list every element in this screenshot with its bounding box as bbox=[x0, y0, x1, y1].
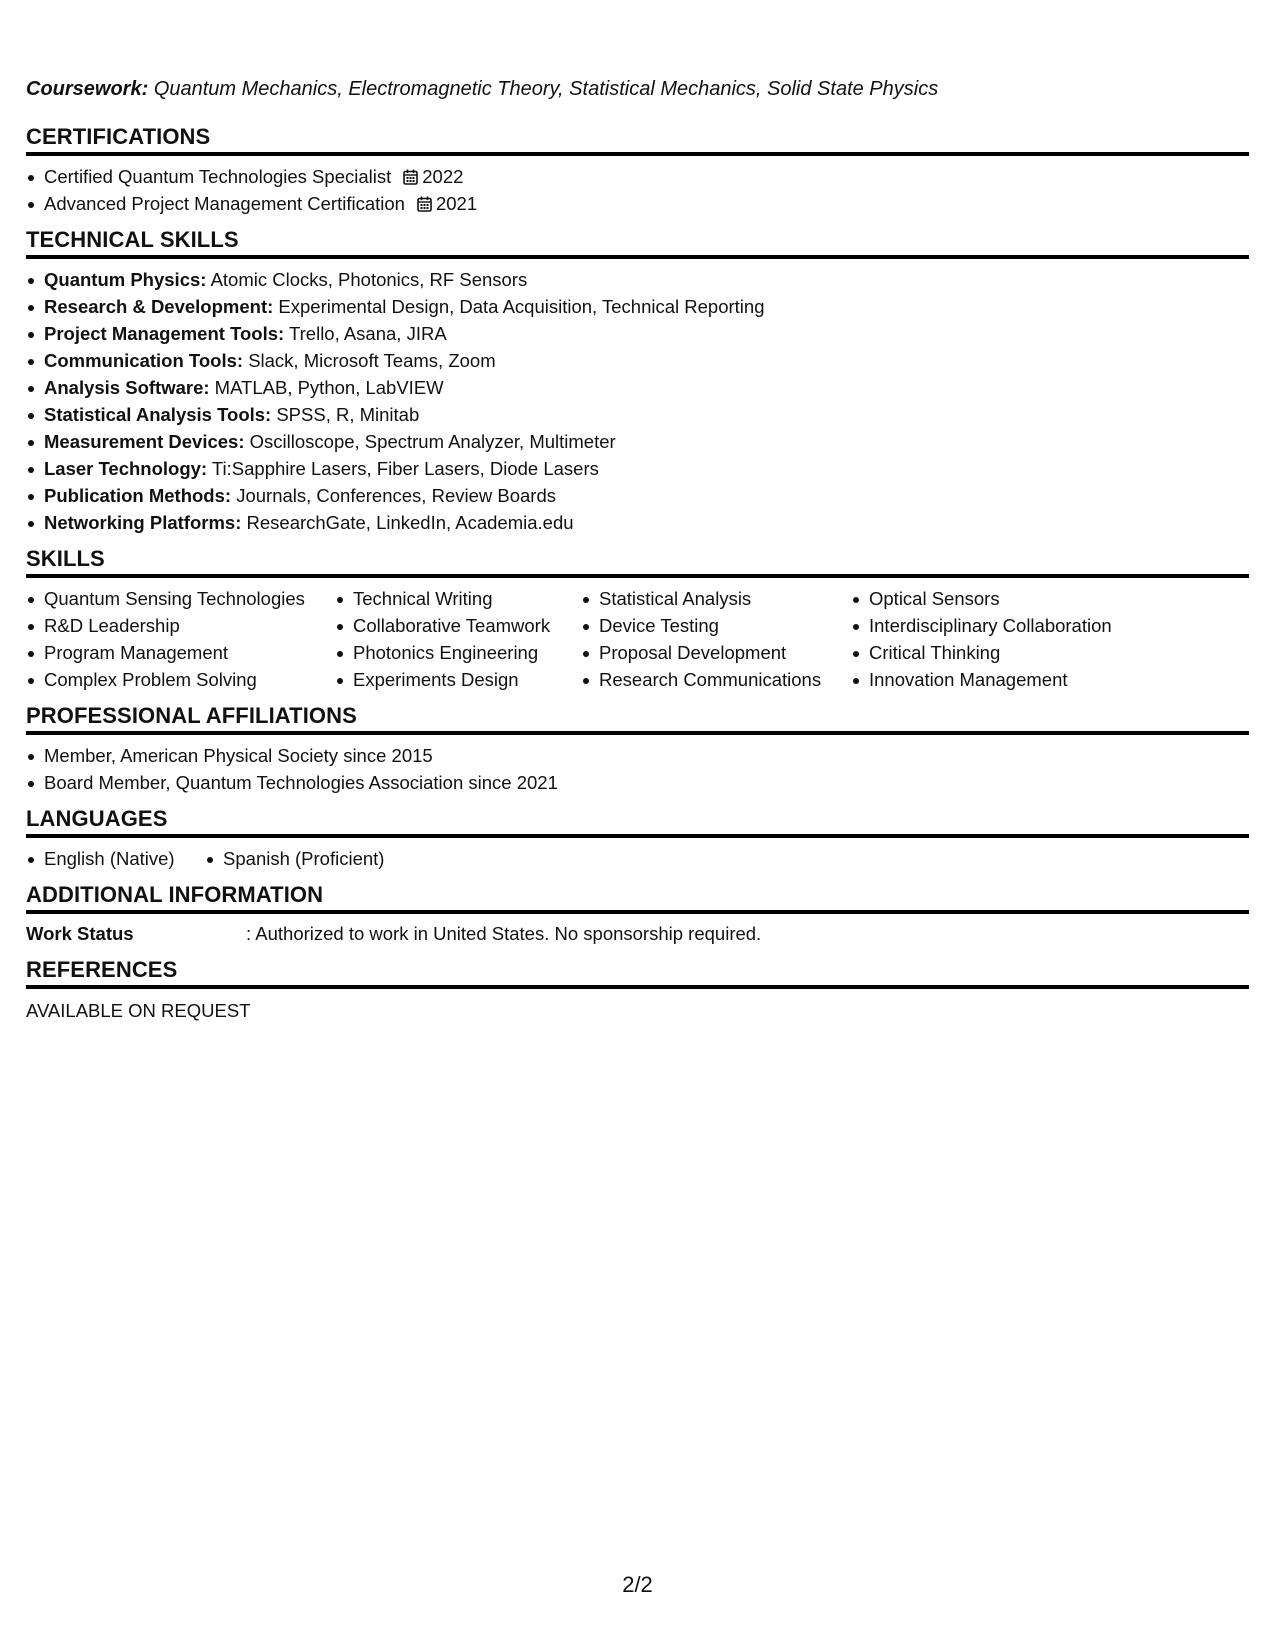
skill-category: Statistical Analysis Tools: bbox=[44, 404, 272, 425]
list-item: Device Testing bbox=[581, 612, 851, 639]
list-item: English (Native) bbox=[26, 845, 175, 872]
list-item: Spanish (Proficient) bbox=[205, 845, 384, 872]
list-item bbox=[26, 509, 1249, 536]
list-item: Critical Thinking bbox=[851, 639, 1211, 666]
certifications-list bbox=[26, 163, 1249, 217]
skill-values: SPSS, R, Minitab bbox=[276, 404, 420, 425]
skills-column-4 bbox=[851, 585, 1211, 693]
section-title-references: REFERENCES bbox=[26, 957, 1249, 989]
section-title-languages: LANGUAGES bbox=[26, 806, 1249, 838]
certification-year: 2022 bbox=[422, 166, 464, 187]
references-text: AVAILABLE ON REQUEST bbox=[26, 1000, 251, 1021]
section-title-skills: SKILLS bbox=[26, 546, 1249, 578]
list-item bbox=[26, 455, 1249, 482]
skill-values: ResearchGate, LinkedIn, Academia.edu bbox=[246, 512, 574, 533]
list-item: Board Member, Quantum Technologies Association since 2021 bbox=[26, 769, 1249, 796]
skill-values: Slack, Microsoft Teams, Zoom bbox=[248, 350, 496, 371]
coursework-text: Quantum Mechanics, Electromagnetic Theory, Statistical Mechanics, Solid State Physics bbox=[153, 78, 939, 100]
list-item: Optical Sensors bbox=[851, 585, 1211, 612]
skill-category: Research & Development: bbox=[44, 296, 274, 317]
list-item: Technical Writing bbox=[335, 585, 581, 612]
list-item: Collaborative Teamwork bbox=[335, 612, 581, 639]
list-item bbox=[26, 482, 1249, 509]
skill-values: Oscilloscope, Spectrum Analyzer, Multimeter bbox=[249, 431, 616, 452]
section-title-affiliations: PROFESSIONAL AFFILIATIONS bbox=[26, 703, 1249, 735]
skills-section bbox=[26, 546, 1249, 693]
list-item bbox=[26, 190, 1249, 217]
certification-name: Advanced Project Management Certification bbox=[44, 193, 405, 214]
languages-row bbox=[26, 845, 410, 872]
list-item: Quantum Sensing Technologies bbox=[26, 585, 335, 612]
skill-values: Journals, Conferences, Review Boards bbox=[236, 485, 556, 506]
list-item bbox=[26, 320, 1249, 347]
work-status-row bbox=[26, 920, 1249, 947]
resume-page bbox=[26, 76, 1249, 1034]
list-item bbox=[26, 266, 1249, 293]
list-item: Experiments Design bbox=[335, 666, 581, 693]
skill-category: Quantum Physics: bbox=[44, 269, 207, 290]
skill-category: Project Management Tools: bbox=[44, 323, 285, 344]
list-item: Research Communications bbox=[581, 666, 851, 693]
section-title-technical-skills: TECHNICAL SKILLS bbox=[26, 227, 1249, 259]
list-item: Photonics Engineering bbox=[335, 639, 581, 666]
skill-category: Publication Methods: bbox=[44, 485, 232, 506]
certifications-section bbox=[26, 124, 1249, 217]
list-item: Member, American Physical Society since 2015 bbox=[26, 742, 1249, 769]
skill-values: MATLAB, Python, LabVIEW bbox=[214, 377, 444, 398]
skill-category: Analysis Software: bbox=[44, 377, 210, 398]
calendar-icon bbox=[403, 169, 418, 185]
list-item: Program Management bbox=[26, 639, 335, 666]
list-item: Proposal Development bbox=[581, 639, 851, 666]
list-item bbox=[26, 401, 1249, 428]
certification-year: 2021 bbox=[435, 193, 478, 214]
skill-values: Experimental Design, Data Acquisition, Technical Reporting bbox=[278, 296, 765, 317]
list-item bbox=[26, 293, 1249, 320]
additional-info-section bbox=[26, 882, 1249, 947]
skill-category: Laser Technology: bbox=[44, 458, 208, 479]
technical-skills-list bbox=[26, 266, 1249, 536]
list-item: Innovation Management bbox=[851, 666, 1211, 693]
list-item: Statistical Analysis bbox=[581, 585, 851, 612]
section-title-certifications: CERTIFICATIONS bbox=[26, 124, 1249, 156]
list-item bbox=[26, 347, 1249, 374]
section-title-additional-info: ADDITIONAL INFORMATION bbox=[26, 882, 1249, 914]
affiliations-list bbox=[26, 742, 1249, 796]
affiliations-section bbox=[26, 703, 1249, 796]
work-status-value: : Authorized to work in United States. No sponsorship required. bbox=[246, 923, 762, 944]
skill-category: Measurement Devices: bbox=[44, 431, 245, 452]
list-item bbox=[26, 428, 1249, 455]
references-section bbox=[26, 957, 1249, 1024]
coursework-line bbox=[26, 76, 1249, 102]
skills-column-2 bbox=[335, 585, 581, 693]
list-item bbox=[26, 163, 1249, 190]
languages-section bbox=[26, 806, 1249, 872]
skills-column-3 bbox=[581, 585, 851, 693]
page-number: 2/2 bbox=[622, 1572, 653, 1597]
coursework-label: Coursework: bbox=[26, 78, 149, 100]
skill-values: Ti:Sapphire Lasers, Fiber Lasers, Diode Lasers bbox=[211, 458, 599, 479]
work-status-label: Work Status bbox=[26, 923, 134, 944]
languages-list bbox=[26, 845, 1249, 872]
skill-category: Networking Platforms: bbox=[44, 512, 242, 533]
skill-category: Communication Tools: bbox=[44, 350, 244, 371]
list-item: Complex Problem Solving bbox=[26, 666, 335, 693]
skills-column-1 bbox=[26, 585, 335, 693]
list-item: Interdisciplinary Collaboration bbox=[851, 612, 1211, 639]
list-item: R&D Leadership bbox=[26, 612, 335, 639]
list-item bbox=[26, 374, 1249, 401]
skill-values: Trello, Asana, JIRA bbox=[289, 323, 447, 344]
calendar-icon bbox=[417, 196, 432, 212]
technical-skills-section bbox=[26, 227, 1249, 536]
certification-name: Certified Quantum Technologies Specialist bbox=[44, 166, 392, 187]
skill-values: Atomic Clocks, Photonics, RF Sensors bbox=[210, 269, 528, 290]
skills-grid bbox=[26, 585, 1249, 693]
